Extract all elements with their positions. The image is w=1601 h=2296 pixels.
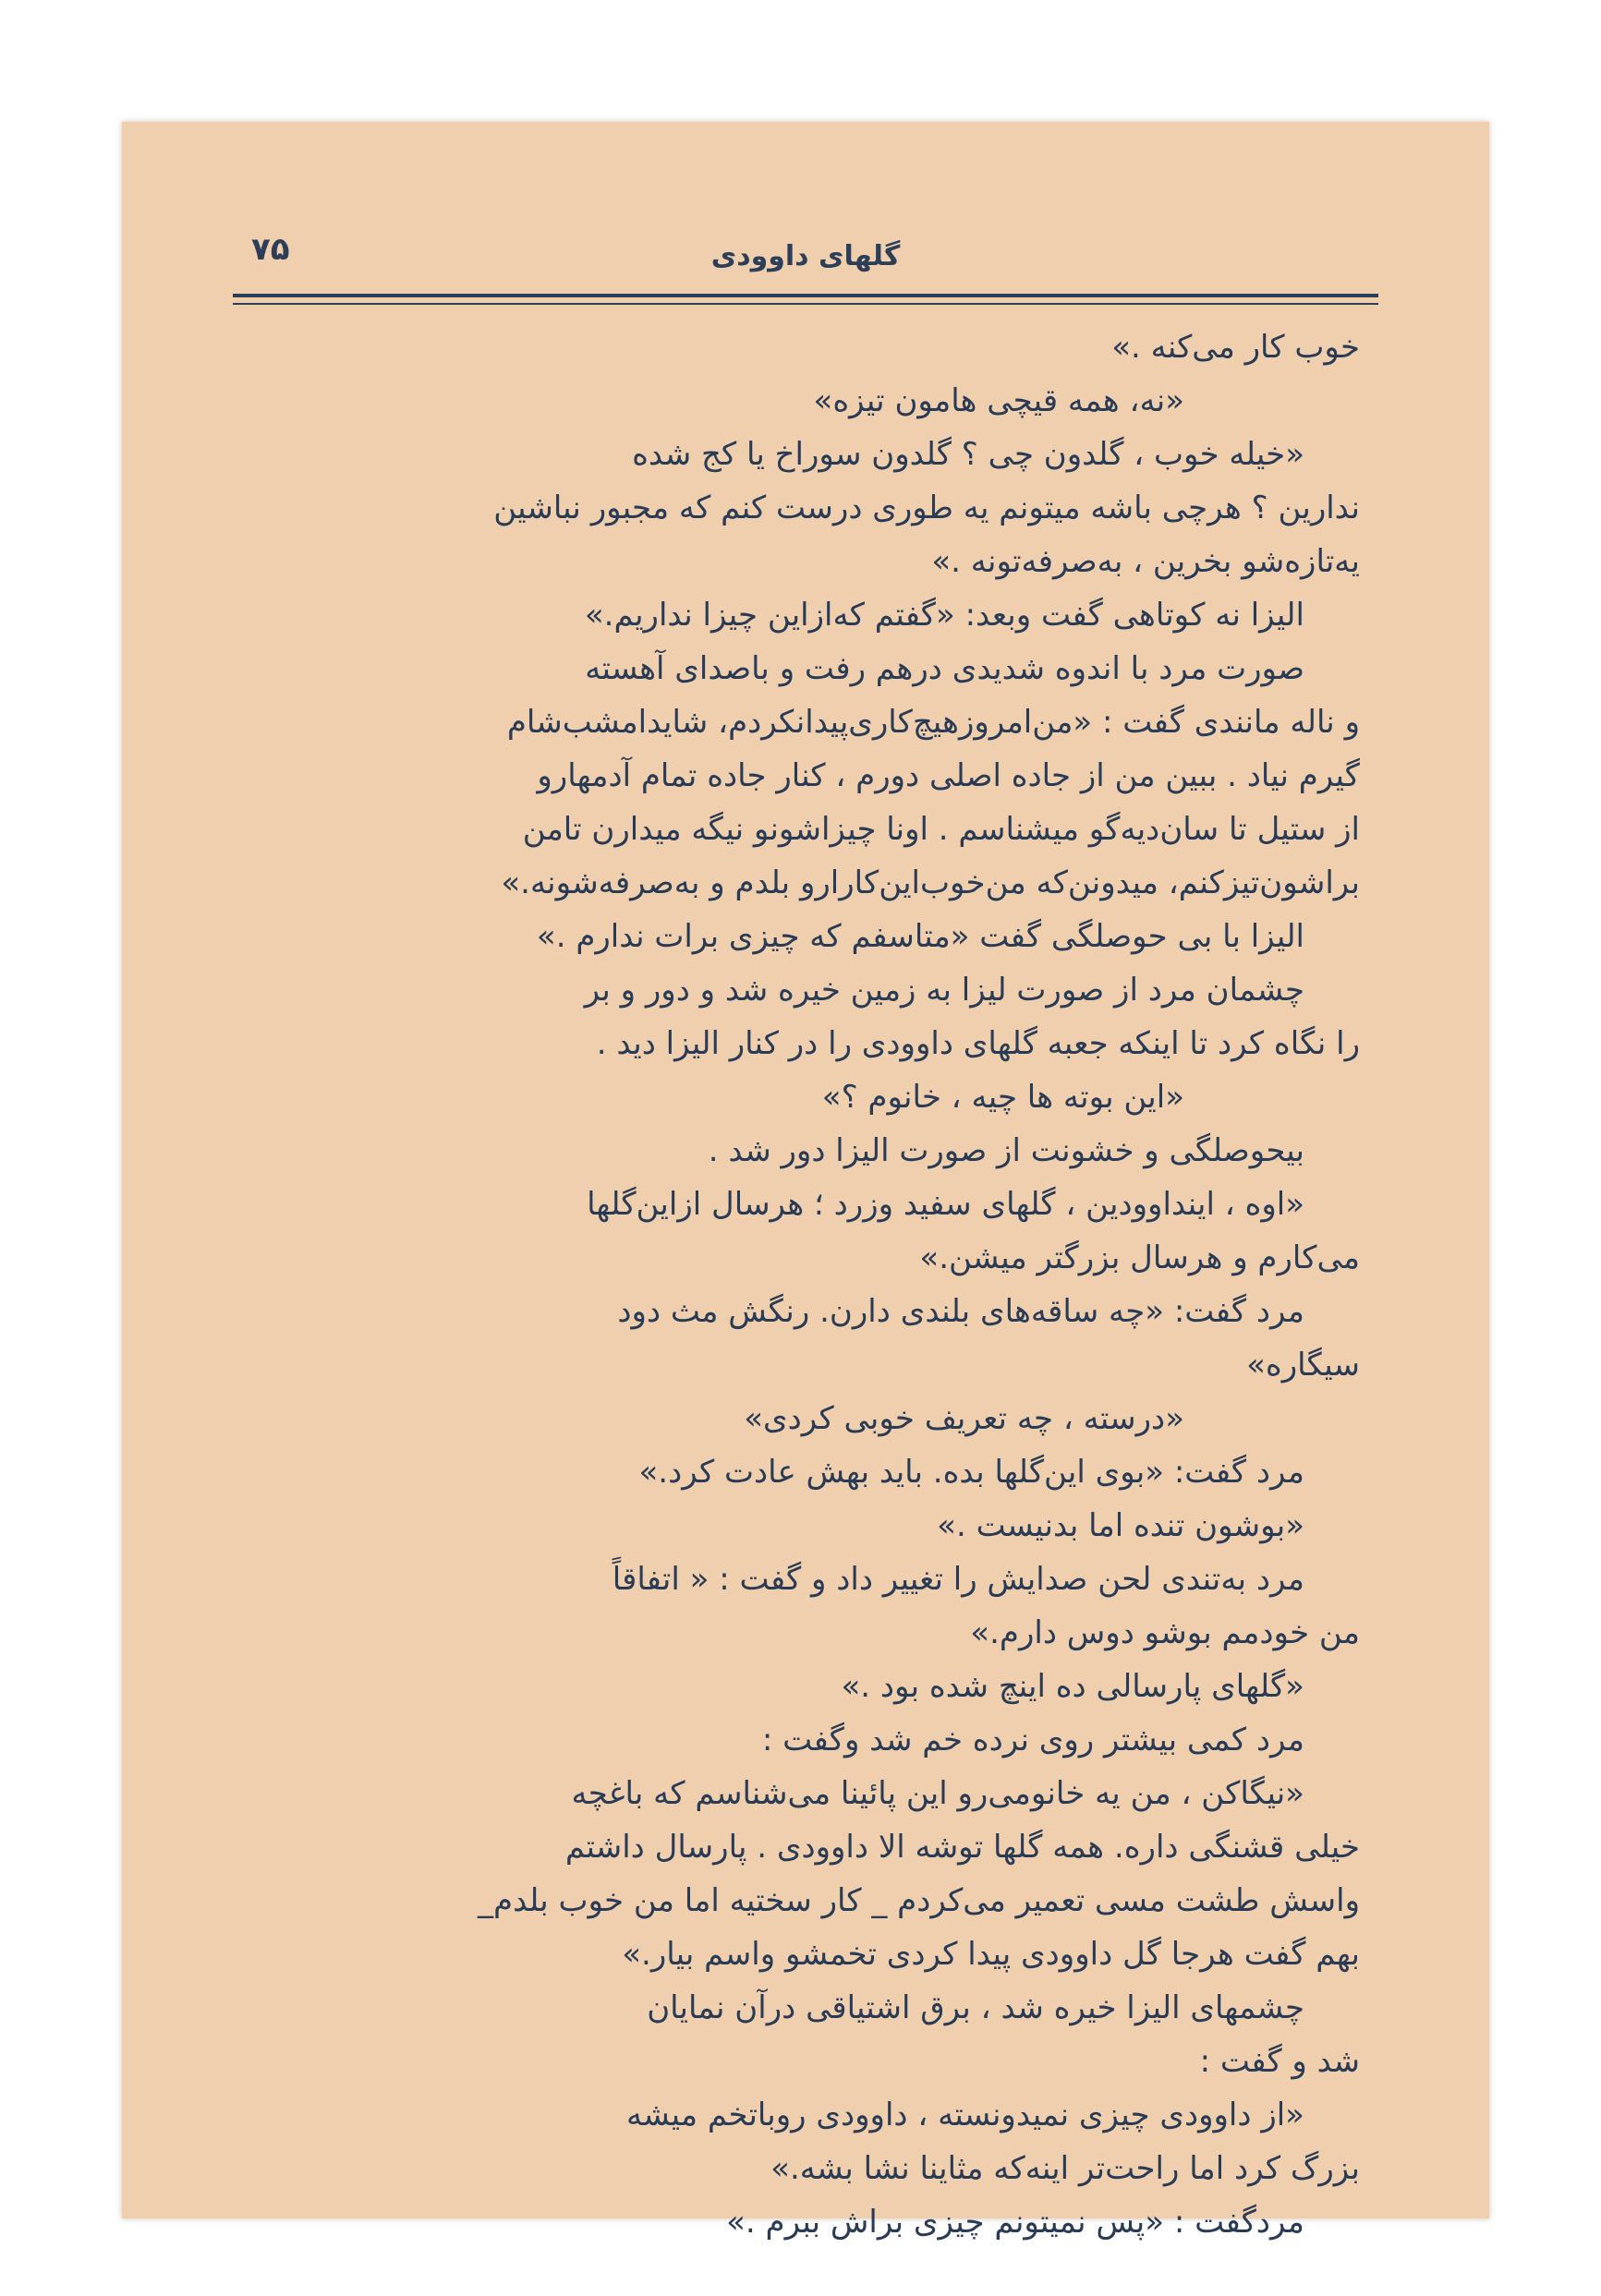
text-line: «گلهای پارسالی ده اینچ شده بود .» bbox=[841, 1668, 1304, 1705]
text-line: سیگاره» bbox=[1246, 1347, 1360, 1384]
header-rule-thick bbox=[233, 294, 1378, 297]
text-line: از ستیل تا سان‌دیه‌گو میشناسم . اونا چیزاشونو نیگه میدارن تامن bbox=[522, 811, 1360, 848]
text-line: گیرم نیاد . ببین من از جاده اصلی دورم ، کنار جاده تمام آدمهارو bbox=[537, 757, 1360, 794]
paper-sheet bbox=[122, 122, 1489, 2241]
text-line: بیحوصلگی و خشونت از صورت الیزا دور شد . bbox=[708, 1132, 1304, 1169]
page-number: ۷۵ bbox=[251, 231, 290, 268]
text-line: صورت مرد با اندوه شدیدی درهم رفت و باصدای آهسته bbox=[585, 650, 1304, 687]
text-line: من خودمم بوشو دوس دارم.» bbox=[970, 1614, 1360, 1651]
text-line: «بوشون تنده اما بدنیست .» bbox=[937, 1507, 1304, 1544]
text-line: چشمان مرد از صورت لیزا به زمین خیره شد و دور و بر bbox=[584, 972, 1304, 1009]
text-line: «خیله خوب ، گلدون چی ؟ گلدون سوراخ یا کج شده bbox=[632, 436, 1304, 473]
text-line: «نه، همه قیچی هامون تیزه» bbox=[813, 382, 1184, 419]
text-line: مردگفت : «پس نمیتونم چیزی براش ببرم .» bbox=[726, 2204, 1304, 2241]
text-line: بزرگ کرد اما راحت‌تر اینه‌که مثاینا نشا بشه.» bbox=[770, 2150, 1360, 2187]
text-line: مرد گفت: «چه ساقه‌های بلندی دارن. رنگش مث دود bbox=[617, 1293, 1304, 1330]
header-rule-thin bbox=[233, 303, 1378, 305]
text-line: مرد گفت: «بوی این‌گلها بده. باید بهش عادت کرد.» bbox=[638, 1454, 1304, 1491]
text-line: و ناله مانندی گفت : «من‌امروزهیچ‌کاری‌پیدانکردم، شایدامشب‌شام bbox=[506, 704, 1360, 741]
text-line: خوب کار می‌کنه .» bbox=[1111, 329, 1360, 366]
text-line: ندارین ؟ هرچی باشه میتونم یه طوری درست کنم که مجبور نباشین bbox=[493, 489, 1360, 526]
text-line: خیلی قشنگی داره. همه گلها توشه الا داوودی . پارسال داشتم bbox=[564, 1829, 1360, 1866]
body-text bbox=[261, 320, 1360, 2249]
text-line: «این بوته ها چیه ، خانوم ؟» bbox=[821, 1079, 1184, 1116]
text-line: واسش طشت مسی تعمیر می‌کردم _ کار سختیه اما من خوب بلدم_ bbox=[478, 1882, 1360, 1919]
running-title: گلهای داوودی bbox=[710, 240, 901, 272]
text-line: را نگاه کرد تا اینکه جعبه گلهای داوودی را در کنار الیزا دید . bbox=[596, 1025, 1360, 1062]
text-line: شد و گفت : bbox=[1199, 2043, 1360, 2080]
text-line: مرد کمی بیشتر روی نرده خم شد وگفت : bbox=[761, 1722, 1304, 1758]
text-line: الیزا نه کوتاهی گفت وبعد: «گفتم که‌ازاین چیزا نداریم.» bbox=[584, 597, 1304, 634]
text-line: بهم گفت هرجا گل داوودی پیدا کردی تخمشو واسم بیار.» bbox=[622, 1936, 1360, 1973]
text-line: «اوه ، اینداوودین ، گلهای سفید وزرد ؛ هرسال ازاین‌گلها bbox=[587, 1186, 1304, 1223]
text-line: می‌کارم و هرسال بزرگتر میشن.» bbox=[919, 1239, 1360, 1276]
text-line: الیزا با بی حوصلگی گفت «متاسفم که چیزی برات ندارم .» bbox=[536, 918, 1304, 955]
text-line: براشون‌تیزکنم، میدونن‌که من‌خوب‌این‌کارارو بلدم و به‌صرفه‌شونه.» bbox=[501, 864, 1360, 901]
text-line: «از داوودی چیزی نمیدونسته ، داوودی روباتخم میشه bbox=[626, 2097, 1304, 2133]
text-line: «درسته ، چه تعریف خوبی کردی» bbox=[744, 1400, 1184, 1437]
text-line: مرد به‌تندی لحن صدایش را تغییر داد و گفت : « اتفاقاً bbox=[612, 1561, 1304, 1598]
text-line: چشمهای الیزا خیره شد ، برق اشتیاقی درآن نمایان bbox=[647, 1989, 1304, 2026]
text-line: یه‌تازه‌شو بخرین ، به‌صرفه‌تونه .» bbox=[931, 543, 1360, 580]
text-line: «نیگاکن ، من یه خانومی‌رو این پائینا می‌شناسم که باغچه bbox=[571, 1775, 1304, 1812]
